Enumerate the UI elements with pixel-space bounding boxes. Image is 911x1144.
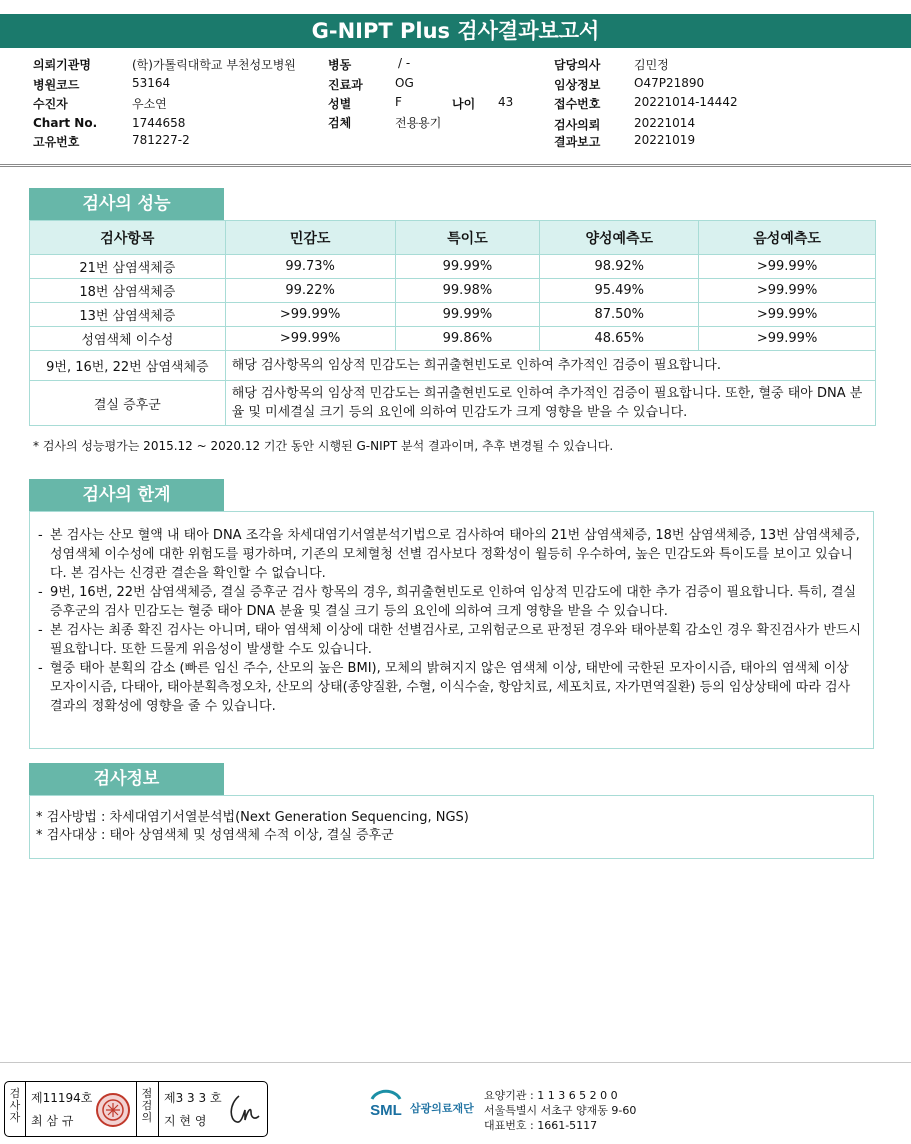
hospital-code-value: 53164 xyxy=(132,76,171,90)
hospital-code-label: 병원코드 xyxy=(33,78,80,92)
table-row xyxy=(30,255,876,279)
table-cell: 결실 증후군 xyxy=(30,381,226,426)
patient-info xyxy=(0,48,911,167)
test-info-box xyxy=(29,795,874,859)
limitation-text: 혈중 태아 분획의 감소 (빠른 임신 주수, 산모의 높은 BMI), 모체의 밝혀지지 않은 염색체 이상, 태반에 국한된 모자이시즘, 태아의 염색체 이상 모자이시즘, 다태아, 태아분획측정오차, 산모의 상태(종양질환, 수혈, 이식수술, 항암치료, 세포치료, 자가면역질환) 등의 임상상태에 따라 검사결과의 정확성에 영향을 줄 수 있습니다. xyxy=(50,661,851,714)
table-cell: >99.99% xyxy=(225,303,395,327)
table-cell: 99.98% xyxy=(395,279,540,303)
doctor-label: 담당의사 xyxy=(554,58,601,72)
limitations-box xyxy=(29,511,874,749)
reviewer-label: 점 검 의 xyxy=(141,1087,153,1124)
table-cell: 13번 삼염색체증 xyxy=(30,303,226,327)
column-header: 특이도 xyxy=(395,221,540,255)
reviewer-license: 제3 3 3 호 xyxy=(164,1091,222,1105)
report-date-value: 20221019 xyxy=(634,133,696,147)
table-cell: 87.50% xyxy=(540,303,699,327)
table-cell: 48.65% xyxy=(540,327,699,351)
table-cell: 99.99% xyxy=(395,255,540,279)
table-cell: >99.99% xyxy=(699,327,876,351)
institution-number: 요양기관 : 1 1 3 6 5 2 0 0 xyxy=(484,1089,618,1102)
table-cell: >99.99% xyxy=(699,255,876,279)
table-cell: 99.22% xyxy=(225,279,395,303)
table-cell: >99.99% xyxy=(699,303,876,327)
table-row xyxy=(30,351,876,381)
unique-no-value: 781227-2 xyxy=(132,133,190,147)
column-header: 민감도 xyxy=(225,221,395,255)
table-cell: 18번 삼염색체증 xyxy=(30,279,226,303)
ward-value: / - xyxy=(398,56,411,70)
chart-no-label: Chart No. xyxy=(33,116,98,130)
table-cell: 95.49% xyxy=(540,279,699,303)
limitations-heading: 검사의 한계 xyxy=(29,479,224,511)
age-value: 43 xyxy=(498,95,514,109)
age-label: 나이 xyxy=(452,97,476,111)
inspector-name: 최 삼 규 xyxy=(31,1114,74,1128)
test-info-heading: 검사정보 xyxy=(29,763,224,795)
table-note-cell: 해당 검사항목의 임상적 민감도는 희귀출현빈도로 인하여 추가적인 검증이 필요합니다. 또한, 혈중 태아 DNA 분율 및 미세결실 크기 등의 요인에 의하여 민감도가 크게 영향을 받을 수 있습니다. xyxy=(225,381,875,426)
phone: 대표번호 : 1661-5117 xyxy=(484,1119,598,1132)
seal-stamp-icon xyxy=(95,1092,131,1128)
inspector-license: 제11194호 xyxy=(31,1091,93,1105)
top-strip xyxy=(0,0,911,14)
chart-no-value: 1744658 xyxy=(132,116,186,130)
column-header: 음성예측도 xyxy=(699,221,876,255)
table-cell: 성염색체 이수성 xyxy=(30,327,226,351)
column-header: 검사항목 xyxy=(30,221,226,255)
divider xyxy=(158,1082,159,1136)
performance-heading: 검사의 성능 xyxy=(29,188,224,220)
clinical-info-value: O47P21890 xyxy=(634,76,705,90)
sex-value: F xyxy=(395,95,402,109)
footer xyxy=(0,1062,911,1144)
receipt-no-value: 20221014-14442 xyxy=(634,95,738,109)
table-cell: 21번 삼염색체증 xyxy=(30,255,226,279)
table-cell: 99.73% xyxy=(225,255,395,279)
signature-box xyxy=(4,1081,268,1137)
table-note-cell: 해당 검사항목의 임상적 민감도는 희귀출현빈도로 인하여 추가적인 검증이 필요합니다. xyxy=(225,351,875,381)
specimen-label: 검체 xyxy=(328,116,352,130)
signature-icon xyxy=(225,1090,261,1128)
address: 서울특별시 서초구 양재동 9-60 xyxy=(484,1104,637,1117)
table-cell: 99.99% xyxy=(395,303,540,327)
table-cell: >99.99% xyxy=(699,279,876,303)
test-target: * 검사대상 : 태아 상염색체 및 성염색체 수적 이상, 결실 증후군 xyxy=(36,828,394,843)
table-row xyxy=(30,327,876,351)
table-cell: 99.86% xyxy=(395,327,540,351)
list-item: - 본 검사는 산모 혈액 내 태아 DNA 조각을 차세대염기서열분석기법으로 검사하여 태아의 21번 삼염색체증, 18번 삼염색체증, 13번 삼염색체증, 성염색체 이수성에 대한 위험도를 평가하며, 기존의 모체혈청 선별 검사보다 정확성이 월등히 우수하여, 높은 민감도와 특이도를 보이고 있습니다. 본 검사는 신경관 결손을 확인할 수 없습니다. xyxy=(38,528,860,581)
table-cell: 9번, 16번, 22번 삼염색체증 xyxy=(30,351,226,381)
reviewer-name: 지 현 영 xyxy=(164,1114,207,1128)
report-date-label: 결과보고 xyxy=(554,135,601,149)
limitation-text: 9번, 16번, 22번 삼염색체증, 결실 증후군 검사 항목의 경우, 희귀출현빈도로 인하여 임상적 민감도에 대한 추가 검증이 필요합니다. 특히, 결실 증후군의 검사 민감도는 혈중 태아 DNA 분율 및 결실 크기 등의 요인에 의하여 크게 영향을 받을 수 있습니다. xyxy=(50,585,857,619)
list-item: - 9번, 16번, 22번 삼염색체증, 결실 증후군 검사 항목의 경우, 희귀출현빈도로 인하여 임상적 민감도에 대한 추가 검증이 필요합니다. 특히, 결실 증후군의 검사 민감도는 혈중 태아 DNA 분율 및 결실 크기 등의 요인에 의하여 크게 영향을 받을 수 있습니다. xyxy=(38,583,861,621)
sex-label: 성별 xyxy=(328,97,352,111)
table-header-row xyxy=(30,221,876,255)
unique-no-label: 고유번호 xyxy=(33,135,80,149)
list-item: - 혈중 태아 분획의 감소 (빠른 임신 주수, 산모의 높은 BMI), 모체의 밝혀지지 않은 염색체 이상, 태반에 국한된 모자이시즘, 태아의 염색체 이상 모자이시즘, 다태아, 태아분획측정오차, 산모의 상태(종양질환, 수혈, 이식수술, 항암치료, 세포치료, 자가면역질환) 등의 임상상태에 따라 검사결과의 정확성에 영향을 줄 수 있습니다. xyxy=(38,659,861,716)
doctor-value: 김민정 xyxy=(634,58,669,72)
institution-label: 의뢰기관명 xyxy=(33,58,91,72)
org-name: 삼광의료재단 xyxy=(410,1102,474,1115)
list-item: - 본 검사는 최종 확진 검사는 아니며, 태아 염색체 이상에 대한 선별검사로, 고위험군으로 판정된 경우와 태아분획 감소인 경우 확진검사가 반드시 필요합니다. 또한 드물게 위음성이 발생할 수도 있습니다. xyxy=(38,623,862,657)
limitation-text: 본 검사는 최종 확진 검사는 아니며, 태아 염색체 이상에 대한 선별검사로, 고위험군으로 판정된 경우와 태아분획 감소인 경우 확진검사가 반드시 필요합니다. 또한 드물게 위음성이 발생할 수도 있습니다. xyxy=(50,623,862,657)
clinical-info-label: 임상정보 xyxy=(554,78,601,92)
report-title: G-NIPT Plus 검사결과보고서 xyxy=(0,14,911,48)
department-value: OG xyxy=(395,76,414,90)
performance-table xyxy=(29,220,876,426)
department-label: 진료과 xyxy=(328,78,363,92)
performance-footnote: * 검사의 성능평가는 2015.12 ~ 2020.12 기간 동안 시행된 G-NIPT 분석 결과이며, 추후 변경될 수 있습니다. xyxy=(33,439,614,453)
specimen-value: 전용용기 xyxy=(395,116,442,130)
table-row xyxy=(30,381,876,426)
table-row xyxy=(30,279,876,303)
request-date-label: 검사의뢰 xyxy=(554,118,601,132)
divider xyxy=(136,1082,137,1136)
institution-value: (학)가톨릭대학교 부천성모병원 xyxy=(132,58,296,72)
table-cell: >99.99% xyxy=(225,327,395,351)
logo-text: SML xyxy=(370,1102,402,1119)
table-row xyxy=(30,303,876,327)
recipient-value: 우소연 xyxy=(132,97,167,111)
receipt-no-label: 접수번호 xyxy=(554,97,601,111)
recipient-label: 수진자 xyxy=(33,97,68,111)
table-cell: 98.92% xyxy=(540,255,699,279)
sml-logo-icon xyxy=(366,1085,406,1121)
limitation-text: 본 검사는 산모 혈액 내 태아 DNA 조각을 차세대염기서열분석기법으로 검사하여 태아의 21번 삼염색체증, 18번 삼염색체증, 13번 삼염색체증, 성염색체 이수성에 대한 위험도를 평가하며, 기존의 모체혈청 선별 검사보다 정확성이 월등히 우수하여, 높은 민감도와 특이도를 보이고 있습니다. 본 검사는 신경관 결손을 확인할 수 없습니다. xyxy=(50,528,860,581)
test-method: * 검사방법 : 차세대염기서열분석법(Next Generation Sequencing, NGS) xyxy=(36,810,469,825)
column-header: 양성예측도 xyxy=(540,221,699,255)
divider xyxy=(25,1082,26,1136)
inspector-label: 검 사 자 xyxy=(9,1087,21,1124)
ward-label: 병동 xyxy=(328,58,352,72)
request-date-value: 20221014 xyxy=(634,116,696,130)
